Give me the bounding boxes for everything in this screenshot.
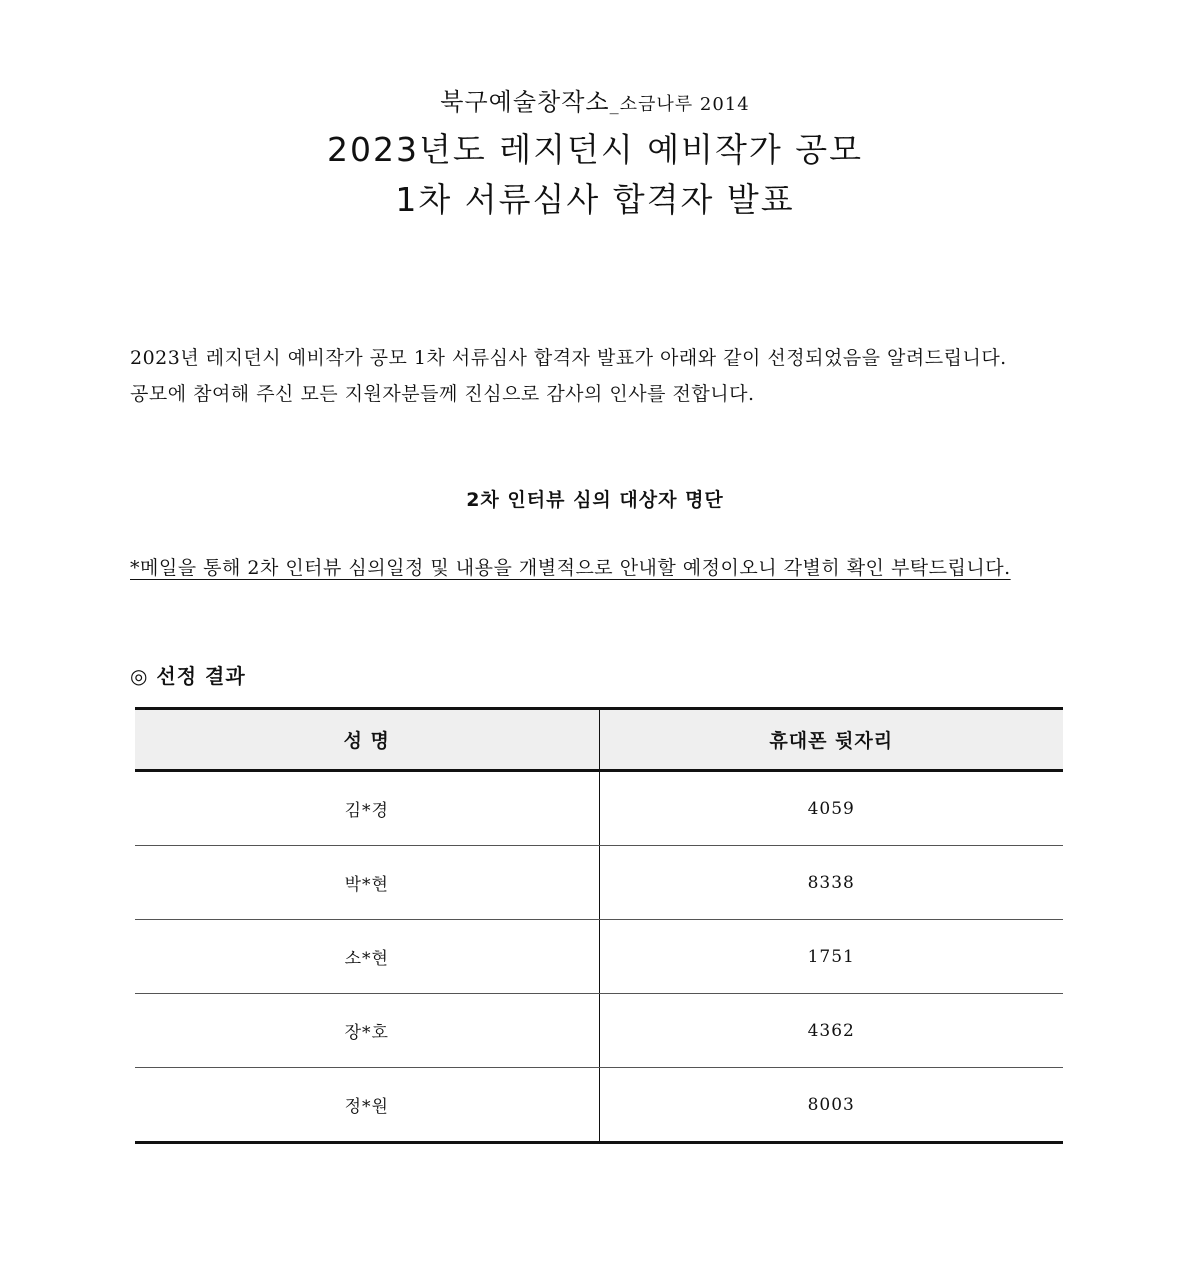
cell-name: 정*원 — [135, 1068, 599, 1143]
organization-name: 북구예술창작소 — [440, 88, 610, 116]
cell-name: 박*현 — [135, 846, 599, 920]
intro-paragraph-1: 2023년 레지던시 예비작가 공모 1차 서류심사 합격자 발표가 아래와 같이 선정되었음을 알려드립니다. — [130, 347, 1007, 369]
cell-name: 장*호 — [135, 994, 599, 1068]
cell-name: 소*현 — [135, 920, 599, 994]
table-row — [135, 771, 1063, 846]
section-title-results: ◎ 선정 결과 — [130, 664, 246, 688]
table-row — [135, 920, 1063, 994]
intro-text — [130, 340, 1060, 412]
document-header — [0, 82, 1190, 225]
header-phone-digits: 휴대폰 뒷자리 — [599, 709, 1063, 771]
document-title-line-1: 2023년도 레지던시 예비작가 공모 — [327, 130, 863, 169]
table-row — [135, 846, 1063, 920]
organization-subtitle: _소금나루 2014 — [609, 94, 750, 115]
cell-phone-digits: 8338 — [599, 846, 1063, 920]
table-row — [135, 1068, 1063, 1143]
cell-phone-digits: 8003 — [599, 1068, 1063, 1143]
cell-phone-digits: 4362 — [599, 994, 1063, 1068]
table-header-row — [135, 709, 1063, 771]
cell-name: 김*경 — [135, 771, 599, 846]
organization-line — [0, 82, 1190, 125]
cell-phone-digits: 4059 — [599, 771, 1063, 846]
candidate-list-heading: 2차 인터뷰 심의 대상자 명단 — [466, 489, 724, 511]
results-table — [135, 707, 1063, 1144]
cell-phone-digits: 1751 — [599, 920, 1063, 994]
intro-paragraph-2: 공모에 참여해 주신 모든 지원자분들께 진심으로 감사의 인사를 전합니다. — [130, 383, 755, 405]
table-row — [135, 994, 1063, 1068]
email-notice: *메일을 통해 2차 인터뷰 심의일정 및 내용을 개별적으로 안내할 예정이오니 각별히 확인 부탁드립니다. — [130, 557, 1011, 579]
header-name: 성 명 — [135, 709, 599, 771]
document-title-line-2: 1차 서류심사 합격자 발표 — [395, 180, 795, 219]
